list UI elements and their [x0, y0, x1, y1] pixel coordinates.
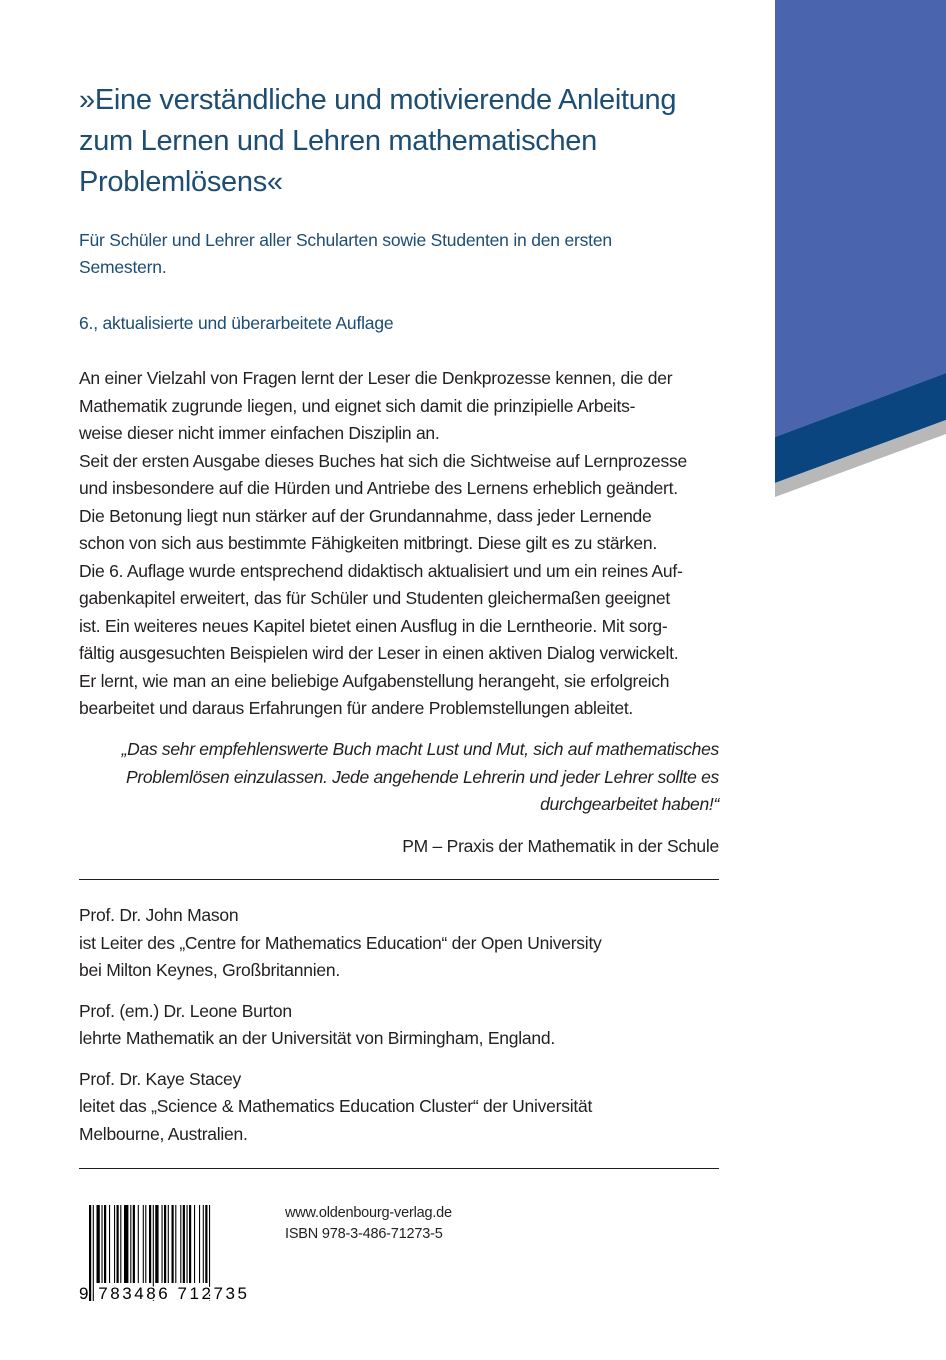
review-source: PM – Praxis der Mathematik in der Schule: [402, 836, 719, 856]
barcode-bar: [205, 1205, 207, 1283]
description-line: fältig ausgesuchten Beispielen wird der Leser in einen aktiven Dialog verwickelt.: [79, 643, 679, 663]
description-line: Die 6. Auflage wurde entsprechend didaktisch aktualisiert und um ein reines Auf-: [79, 560, 683, 581]
description-line: Seit der ersten Ausgabe dieses Buches hat sich die Sichtweise auf Lernprozesse: [79, 450, 687, 471]
barcode-bar: [143, 1205, 144, 1283]
description-line: Die Betonung liegt nun stärker auf der Grundannahme, dass jeder Lernende: [79, 505, 652, 526]
publisher-info: [285, 1203, 452, 1245]
publisher-url[interactable]: www.oldenbourg-verlag.de: [285, 1205, 452, 1221]
tagline-line: Problemlösens«: [79, 166, 283, 198]
author-name: Prof. (em.) Dr. Leone Burton: [79, 1000, 292, 1021]
divider: [79, 1168, 719, 1169]
author-bio-line: lehrte Mathematik an der Universität von Birmingham, England.: [79, 1028, 555, 1048]
description-line: Mathematik zugrunde liegen, und eignet sich damit die prinzipielle Arbeits-: [79, 395, 636, 416]
author-name: Prof. Dr. Kaye Stacey: [79, 1068, 242, 1089]
barcode-bar: [199, 1205, 200, 1283]
barcode-bar: [189, 1205, 191, 1283]
barcode-bar: [117, 1205, 119, 1283]
description-line: schon von sich aus bestimmte Fähigkeiten mitbringt. Diese gilt es zu stärken.: [79, 533, 657, 553]
isbn-number: ISBN 978-3-486-71273-5: [285, 1226, 443, 1242]
audience-text: [79, 227, 612, 281]
description-line: weise dieser nicht immer einfachen Disziplin an.: [79, 423, 440, 443]
barcode-bar: [183, 1205, 185, 1283]
audience-line: Semestern.: [79, 257, 167, 277]
barcode-bar: [133, 1205, 135, 1283]
quote-line: Problemlösen einzulassen. Jede angehende Lehrerin und jeder Lehrer sollte es: [125, 766, 719, 787]
author-entry: [79, 902, 602, 985]
description-line: Er lernt, wie man an eine beliebige Aufgabenstellung herangeht, sie erfolgreich: [79, 670, 670, 691]
barcode-bar: [102, 1205, 103, 1283]
barcode-bar: [97, 1205, 100, 1283]
edition-text: 6., aktualisierte und überarbeitete Auflage: [79, 313, 394, 333]
barcode-bar: [180, 1205, 181, 1283]
author-bio-line: ist Leiter des „Centre for Mathematics Education“ der Open University: [79, 932, 602, 953]
author-entry: [79, 998, 602, 1053]
barcode-bar: [104, 1205, 106, 1283]
description-line: gabenkapitel erweitert, das für Schüler und Studenten gleichermaßen geeignet: [79, 588, 670, 608]
isbn-barcode: [79, 1205, 249, 1301]
barcode-bar: [114, 1205, 115, 1283]
barcode-bar: [124, 1205, 128, 1283]
barcode-bar: [109, 1205, 110, 1283]
barcode-bar: [164, 1205, 166, 1283]
quote-line: durchgearbeitet haben!“: [540, 794, 719, 814]
author-bio-line: bei Milton Keynes, Großbritannien.: [79, 960, 340, 980]
description-line: ist. Ein weiteres neues Kapitel bietet einen Ausflug in die Lerntheorie. Mit sorg-: [79, 615, 668, 636]
barcode-digits: 9 783486 712735: [79, 1284, 247, 1301]
barcode-bar: [168, 1205, 169, 1283]
barcode-bar: [145, 1205, 146, 1283]
audience-line: Für Schüler und Lehrer aller Schularten sowie Studenten in den ersten: [79, 230, 612, 250]
cover-tagline: [79, 80, 676, 203]
stripe-light-blue: [775, 0, 946, 437]
barcode-bar: [172, 1205, 174, 1283]
barcode-bar: [194, 1205, 195, 1283]
description-line: bearbeitet und daraus Erfahrungen für andere Problemstellungen ableitet.: [79, 698, 634, 718]
description-line: und insbesondere auf die Hürden und Antriebe des Lernens erheblich geändert.: [79, 478, 678, 498]
author-bio-line: leitet das „Science & Mathematics Education Cluster“ der Universität: [79, 1096, 593, 1116]
author-name: Prof. Dr. John Mason: [79, 905, 239, 925]
description-text: [79, 365, 719, 723]
barcode-bar: [130, 1205, 131, 1283]
barcode-bar: [203, 1205, 204, 1283]
barcode-bar: [138, 1205, 139, 1283]
quote-line: „Das sehr empfehlenswerte Buch macht Lust und Mut, sich auf mathematisches: [121, 739, 719, 759]
tagline-line: »Eine verständliche und motivierende Anleitung: [79, 84, 677, 116]
author-bios: [79, 902, 602, 1161]
description-line: An einer Vielzahl von Fragen lernt der Leser die Denkprozesse kennen, die der: [79, 368, 673, 388]
barcode-bar: [120, 1205, 121, 1283]
barcode-bar: [162, 1205, 163, 1283]
barcode-bar: [155, 1205, 158, 1283]
tagline-line: zum Lernen und Lehren mathematischen: [79, 125, 597, 157]
barcode-bar: [175, 1205, 176, 1283]
barcode-bar: [149, 1205, 151, 1283]
barcode-bar: [187, 1205, 188, 1283]
author-entry: [79, 1066, 602, 1149]
author-bio-line: Melbourne, Australien.: [79, 1123, 248, 1144]
review-quote: [122, 736, 719, 819]
divider: [79, 879, 719, 880]
